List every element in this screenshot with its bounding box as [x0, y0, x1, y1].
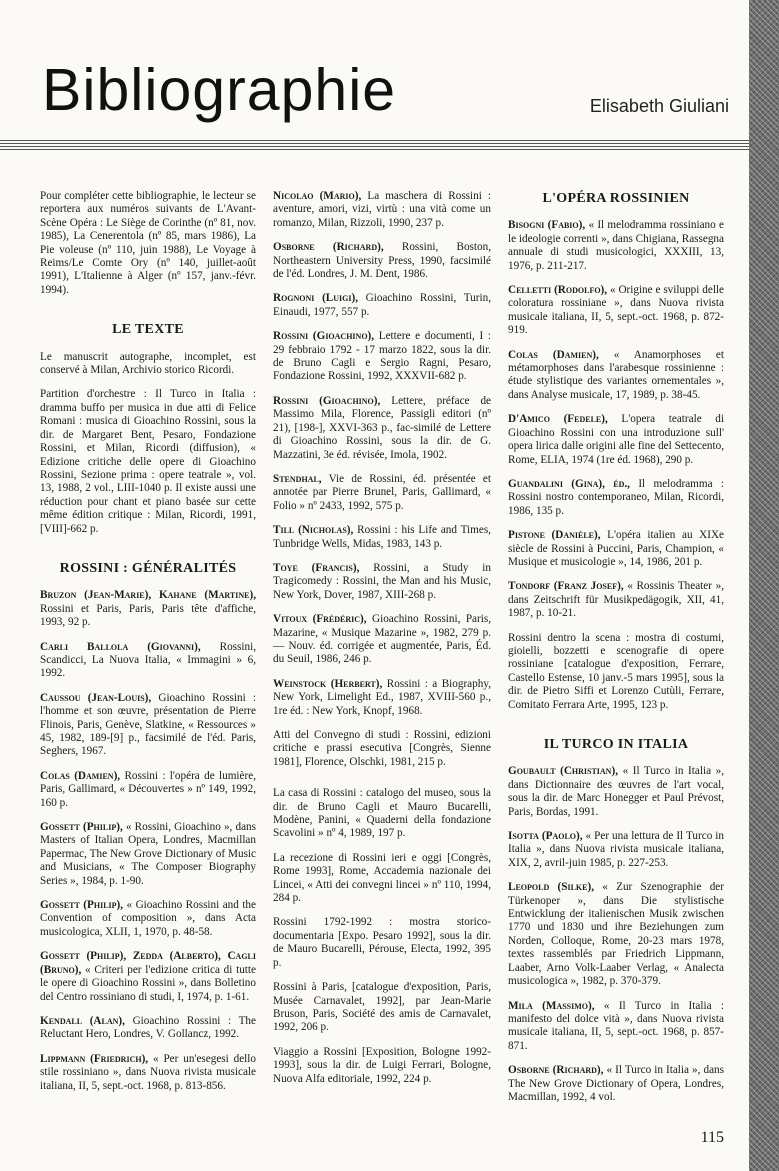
bib-entry: Gossett (Philip), Zedda (Alberto), Cagli (Bruno), « Criteri per l'edizione critica di tutte le opere di Gioachino Rossini », dans Bolletino del Centro rossiniano di studi, I, 1974, p. 1-61.: [40, 950, 256, 1003]
bib-entry: Celletti (Rodolfo), « Origine e sviluppi delle coloratura rossiniane », dans Nuova rivista musicale italiana, II, 5, sept.-oct. 1968, p. 872-919.: [508, 284, 724, 337]
texte-paragraph: Partition d'orchestre : Il Turco in Italia : dramma buffo per musica in due atti di Felice Romani : musica di Gioachino Rossini, sous la dir. de Margaret Bent, Pesaro, Fondazione Rossini, et Milan, Ricordi (diffusion), « Edizione critiche delle opere di Gioachino Rossini, Sezione prima : opere teatrale », vol. 13, 1988, 2 vol., LIII-1040 p. Il existe aussi une réduction pour chant et piano basée sur cette même édition critique : Milan, Ricordi, 1991, [VIII]-662 p.: [40, 388, 256, 535]
header-rule: [0, 140, 749, 150]
bib-entry-anonymous: La casa di Rossini : catalogo del museo, sous la dir. de Bruno Cagli et Mauro Bucarelli, Modène, Panini, « Quaderni della fondazione Scavolini » nº 4, 1989, 197 p.: [273, 787, 491, 840]
bib-entry-anonymous: Atti del Convegno di studi : Rossini, edizioni critiche e prassi esecutiva [Congrès, Sienne 1981], Florence, Olschki, 1981, 215 p.: [273, 729, 491, 768]
bib-entry: Rognoni (Luigi), Gioachino Rossini, Turin, Einaudi, 1977, 557 p.: [273, 292, 492, 318]
bib-entry: Till (Nicholas), Rossini : his Life and Times, Tunbridge Wells, Midas, 1983, 143 p.: [273, 524, 491, 550]
bib-entry: Rossini (Gioachino), Lettere, préface de Massimo Mila, Florence, Passigli editori (nº 21), [198-], XXVI-363 p., fac-similé de Lettere di Gioachino Rossini, sous la dir. de G. Mazzatini, 3e éd. révisée, Imola, 1902.: [273, 394, 492, 461]
bib-entry: Bruzon (Jean-Marie), Kahane (Martine), Rossini et Paris, Paris, Paris tête d'affiche, 1993, 92 p.: [40, 589, 256, 629]
bib-entry: Mila (Massimo), « Il Turco in Italia : manifesto del dolce vità », dans Nuova rivista musicale italiana, II, 5, sept.-oct. 1968, p. 857-871.: [508, 999, 724, 1052]
bib-entry: D'Amico (Fedele), L'opera teatrale di Gioachino Rossini con una introduzione sull' opera lirica dalle origini alle fine del Settecento, Rome, ELIA, 1974 (1re éd. 1968), 290 p.: [508, 413, 724, 466]
section-heading: L'OPÉRA ROSSINIEN: [542, 191, 690, 206]
texte-paragraph: Le manuscrit autographe, incomplet, est conservé à Milan, Archivio storico Ricordi.: [40, 350, 256, 377]
bib-entry: Goubault (Christian), « Il Turco in Italia », dans Dictionnaire des œuvres de l'art vocal, sous la dir. de Marc Honegger et Paul Prévost, Paris, Bordas, 1991.: [508, 765, 724, 818]
column-3: [508, 190, 724, 1115]
bib-entry: Caussou (Jean-Louis), Gioachino Rossini : l'homme et son œuvre, présentation de Pierre Flinois, Paris, Genève, Slatkine, « Ressources » 45, 1982, 189-[9] p., facsimilé de l'éd. Paris, Seghers, 1967.: [40, 691, 256, 758]
column-1: [40, 190, 256, 1104]
bib-entry: Stendhal, Vie de Rossini, éd. présentée et annotée par Pierre Brunel, Paris, Gallimard, « Folio » nº 2433, 1992, 575 p.: [273, 472, 491, 512]
section-heading: IL TURCO IN ITALIA: [543, 737, 689, 752]
bib-entry-anonymous: Rossini dentro la scena : mostra di costumi, gioielli, bozzetti e scenografie di opere rossiniane [catalogue d'exposition, Ferrare, Castello Estense, 10 janv.-5 mars 1995], sous la dir. de Pietro Siffi et Lorenzo Cutùli, Ferrare, Comitato Ferrara Arte, 1995, 123 p.: [508, 631, 724, 711]
bib-entry: Guandalini (Gina), éd., Il melodramma : Rossini nostro contemporaneo, Milan, Ricordi, 1986, 135 p.: [508, 477, 724, 517]
bib-entry: Colas (Damien), Rossini : l'opéra de lumière, Paris, Gallimard, « Découvertes » nº 149, 1992, 160 p.: [40, 769, 256, 809]
bib-entry: Gossett (Philip), « Rossini, Gioachino », dans Masters of Italian Opera, Londres, Macmillan Papermac, The New Grove Dictionary of Music and Musicians, « The Composer Biography Series », 1984, p. 1-90.: [40, 821, 256, 887]
author-name: Elisabeth Giuliani: [589, 96, 729, 116]
bib-entry: Pistone (Danièle), L'opéra italien au XIXe siècle de Rossini à Puccini, Paris, Champion, « Musique et musicologie », 14, 1986, 201 p.: [508, 529, 724, 568]
bib-entry: Colas (Damien), « Anamorphoses et métamorphoses dans l'arabesque rossinienne : étude stylistique des variantes ornementales », dans Analyse musicale, 17, 1989, p. 38-45.: [508, 348, 725, 401]
bib-entry: Osborne (Richard), Rossini, Boston, Northeastern University Press, 1990, facsimilé de l'éd. Londres, J. M. Dent, 1986.: [273, 241, 491, 281]
bib-entry: Weinstock (Herbert), Rossini : a Biography, New York, Limelight Ed., 1987, XVIII-560 p., 1re éd. : New York, Knopf, 1968.: [273, 677, 491, 717]
bib-entry: Bisogni (Fabio), « Il melodramma rossiniano e le ideologie correnti », dans Chigiana, Rassegna annuale di studi musicologici, XXXIII, 13, 1976, p. 211-217.: [508, 219, 724, 272]
bib-entry: Toye (Francis), Rossini, a Study in Tragicomedy : Rossini, the Man and his Music, New York, Dover, 1987, XIII-268 p.: [273, 561, 491, 601]
bib-entry-anonymous: Rossini à Paris, [catalogue d'exposition, Paris, Musée Carnavalet, 1992], par Jean-Marie Bruson, Paris, Société des amis de Carnavalet, 1992, 206 p.: [273, 981, 491, 1034]
page-number: 115: [700, 1129, 724, 1146]
bib-entry: Gossett (Philip), « Gioachino Rossini and the Convention of composition », dans Acta musicologica, XLII, 1, 1970, p. 48-58.: [40, 899, 256, 938]
bib-entry: Tondorf (Franz Josef), « Rossinis Theater », dans Zeitschrift für Musikpedägogik, XII, 41, 1987, p. 10-21.: [508, 580, 724, 620]
section-heading: LE TEXTE: [112, 322, 184, 338]
page-title: Bibliographie: [42, 57, 397, 123]
bib-entry: Vitoux (Frédéric), Gioachino Rossini, Paris, Mazarine, « Musique Mazarine », 1982, 279 p. — Nouv. éd. corrigée et augmentée, Paris, Éd. du Seuil, 1986, 246 p.: [273, 613, 491, 666]
bib-entry-anonymous: La recezione di Rossini ieri e oggi [Congrès, Rome 1993], Rome, Accademia nazionale dei Lincei, « Atti dei convegni lincei » nº 110, 1994, 284 p.: [273, 851, 491, 905]
bib-entry: Carli Ballola (Giovanni), Rossini, Scandicci, La Nuova Italia, « Immagini » 6, 1992.: [40, 640, 256, 680]
bib-entry: Lippmann (Friedrich), « Per un'esegesi dello stile rossiniano », dans Nuova rivista musicale italiana, II, 5, sept.-oct. 1968, p. 813-856.: [40, 1052, 256, 1092]
bib-entry: Leopold (Silke), « Zur Szenographie der Türkenoper », dans Die stylistische Entwicklung der italienischen Musik zwischen 1770 und 1830 und ihre Beziehungen zum Norden, Colloque, Rome, 20-23 mars 1978, textes rassemblés par Friedrich Lippmann, Laaber, Arno Volk-Laaber Verlag, « Analecta musicologica », 1982, p. 370-379.: [508, 881, 724, 988]
intro-paragraph: Pour compléter cette bibliographie, le lecteur se reportera aux numéros suivants de L'Avant-Scène Opéra : Le Siège de Corinthe (nº 81, nov. 1985), La Cenerentola (nº 85, mars 1986), La Pie voleuse (nº 110, juin 1988), Le Voyage à Reims/Le Comte Ory (nº 140, juillet-août 1991), L'Italienne à Alger (nº 157, janv.-févr. 1994).: [40, 190, 256, 296]
bib-entry-anonymous: Viaggio a Rossini [Exposition, Bologne 1992-1993], sous la dir. de Luigi Ferrari, Bologne, Nuova Alfa editoriale, 1992, 224 p.: [273, 1045, 491, 1085]
bib-entry: Kendall (Alan), Gioachino Rossini : The Reluctant Hero, Londres, V. Gollancz, 1992.: [40, 1014, 256, 1041]
bib-entry: Rossini (Gioachino), Lettere e documenti, I : 29 febbraio 1792 - 17 marzo 1822, sous la dir. de Bruno Cagli e Sergio Ragni, Pesaro, Fondazione Rossini, 1992, XXXVII-682 p.: [273, 330, 491, 383]
bib-entry-anonymous: Rossini 1792-1992 : mostra storico-documentaria [Expo. Pesaro 1992], sous la dir. de Mauro Bucarelli, Pérouse, Electa, 1992, 395 p.: [273, 916, 491, 969]
bib-entry: Nicolao (Mario), La maschera di Rossini : aventure, amori, vizi, virtù : una vità come un romanzo, Milan, Rizzoli, 1990, 237 p.: [273, 190, 492, 229]
section-heading: ROSSINI : GÉNÉRALITÉS: [59, 560, 237, 576]
column-2: [273, 190, 491, 1097]
side-stripe: [749, 0, 779, 1171]
bib-entry: Isotta (Paolo), « Per una lettura de Il Turco in Italia », dans Nuova rivista musicale italiana, XIX, 2, avril-juin 1985, p. 227-253.: [508, 830, 724, 869]
bib-entry: Osborne (Richard), « Il Turco in Italia », dans The New Grove Dictionary of Opera, Londres, Macmillan, 1992, 4 vol.: [508, 1064, 724, 1103]
